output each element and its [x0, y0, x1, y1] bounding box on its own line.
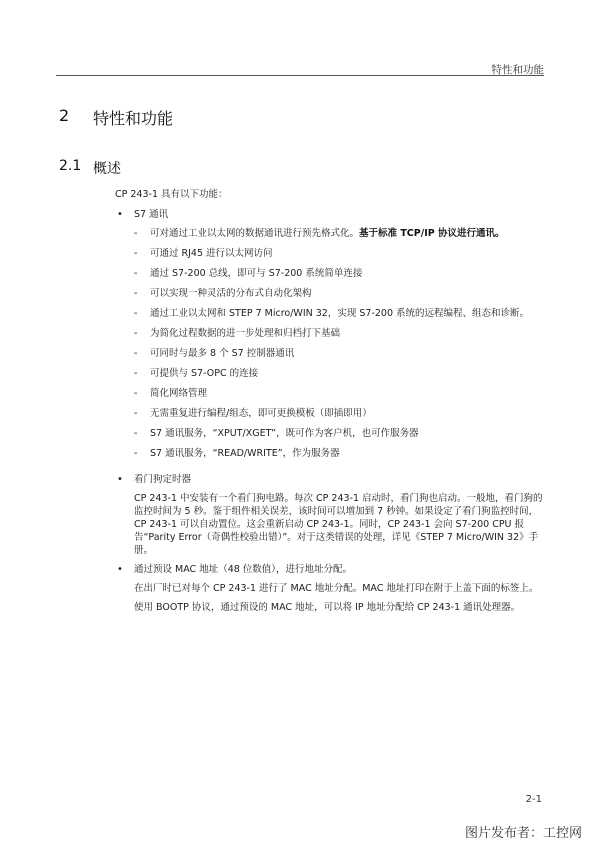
watermark-text: 图片发布者：工控网: [464, 826, 582, 841]
bullet-title: 看门狗定时器: [134, 474, 192, 485]
dash-icon: -: [134, 228, 138, 239]
paragraph: 在出厂时已对每个 CP 243-1 进行了 MAC 地址分配。MAC 地址打印在附于上盖下面的标签上。: [134, 583, 539, 594]
running-header: 特性和功能: [491, 64, 544, 76]
dash-icon: -: [134, 428, 138, 439]
intro-text: CP 243-1 具有以下功能：: [115, 189, 228, 200]
chapter-title: 特性和功能: [93, 109, 174, 128]
sub-item: [115, 407, 545, 427]
bullet-dot-icon: •: [117, 474, 123, 485]
sub-item: [115, 247, 545, 267]
sub-item-bold-text: 基于标准 TCP/IP 协议进行通讯。: [359, 228, 505, 239]
sub-item: [115, 447, 545, 467]
sub-item: [115, 307, 545, 327]
dash-icon: -: [134, 388, 138, 399]
sub-item-text: 可对通过工业以太网的数据通讯进行预先格式化。: [150, 228, 360, 239]
paragraph: CP 243-1 中安装有一个看门狗电路。每次 CP 243-1 启动时，看门狗也启动。一般地，看门狗的监控时间为 5 秒。鉴于组件相关误差，该时间可以增加到 7 秒钟。如果设定了看门狗监控时间，CP 243-1 可以自动置位。这会重新启动 CP 243-1。同时，CP 243-1 会向 S7-200 CPU 报告“Parity Error（奇偶性校验出错）”。对于这类错误的处理，详见《STEP 7 Micro/WIN 32》手册。: [134, 493, 543, 556]
bullet-dot-icon: •: [117, 564, 123, 575]
section-number: 2.1: [59, 158, 82, 174]
sub-item: [115, 427, 545, 447]
sub-item-text: 可同时与最多 8 个 S7 控制器通讯: [150, 348, 295, 359]
sub-item-text: 可通过 RJ45 进行以太网访问: [150, 248, 273, 259]
dash-icon: -: [134, 448, 138, 459]
bullet-item: [115, 208, 545, 221]
sub-item: [115, 347, 545, 367]
sub-item-text: 可提供与 S7-OPC 的连接: [150, 368, 259, 379]
sub-item-text: 可以实现一种灵活的分布式自动化架构: [150, 288, 312, 299]
dash-icon: -: [134, 368, 138, 379]
sub-item: [115, 387, 545, 407]
bullet-item: [115, 563, 545, 576]
bullet-title: S7 通讯: [134, 209, 169, 220]
sub-item: [115, 367, 545, 387]
sub-item: [115, 227, 545, 247]
dash-icon: -: [134, 248, 138, 259]
dash-icon: -: [134, 268, 138, 279]
sub-item-text: S7 通讯服务，“XPUT/XGET”，既可作为客户机，也可作服务器: [150, 428, 419, 439]
paragraph: 使用 BOOTP 协议，通过预设的 MAC 地址，可以将 IP 地址分配给 CP 243-1 通讯处理器。: [134, 602, 521, 613]
sub-list: [115, 227, 545, 467]
sub-item-text: 无需重复进行编程/组态，即可更换模板（即插即用）: [150, 408, 372, 419]
dash-icon: -: [134, 348, 138, 359]
header-rule: [56, 75, 544, 76]
dash-icon: -: [134, 328, 138, 339]
body-content: [115, 188, 545, 620]
sub-item: [115, 327, 545, 347]
page-number: 2-1: [525, 794, 542, 805]
sub-item: [115, 267, 545, 287]
dash-icon: -: [134, 308, 138, 319]
sub-item-text: 简化网络管理: [150, 388, 208, 399]
chapter-number: 2: [59, 106, 70, 125]
dash-icon: -: [134, 408, 138, 419]
bullet-dot-icon: •: [117, 209, 123, 220]
sub-item-text: 通过 S7-200 总线，即可与 S7-200 系统简单连接: [150, 268, 363, 279]
dash-icon: -: [134, 288, 138, 299]
sub-item-text: 通过工业以太网和 STEP 7 Micro/WIN 32，实现 S7-200 系统的远程编程、组态和诊断。: [150, 308, 530, 319]
sub-item-text: S7 通讯服务，“READ/WRITE”，作为服务器: [150, 448, 340, 459]
bullet-item: [115, 473, 545, 486]
sub-item: [115, 287, 545, 307]
section-title: 概述: [93, 161, 121, 177]
sub-item-text: 为简化过程数据的进一步处理和归档打下基础: [150, 328, 341, 339]
bullet-title: 通过预设 MAC 地址（48 位数值），进行地址分配。: [134, 564, 353, 575]
